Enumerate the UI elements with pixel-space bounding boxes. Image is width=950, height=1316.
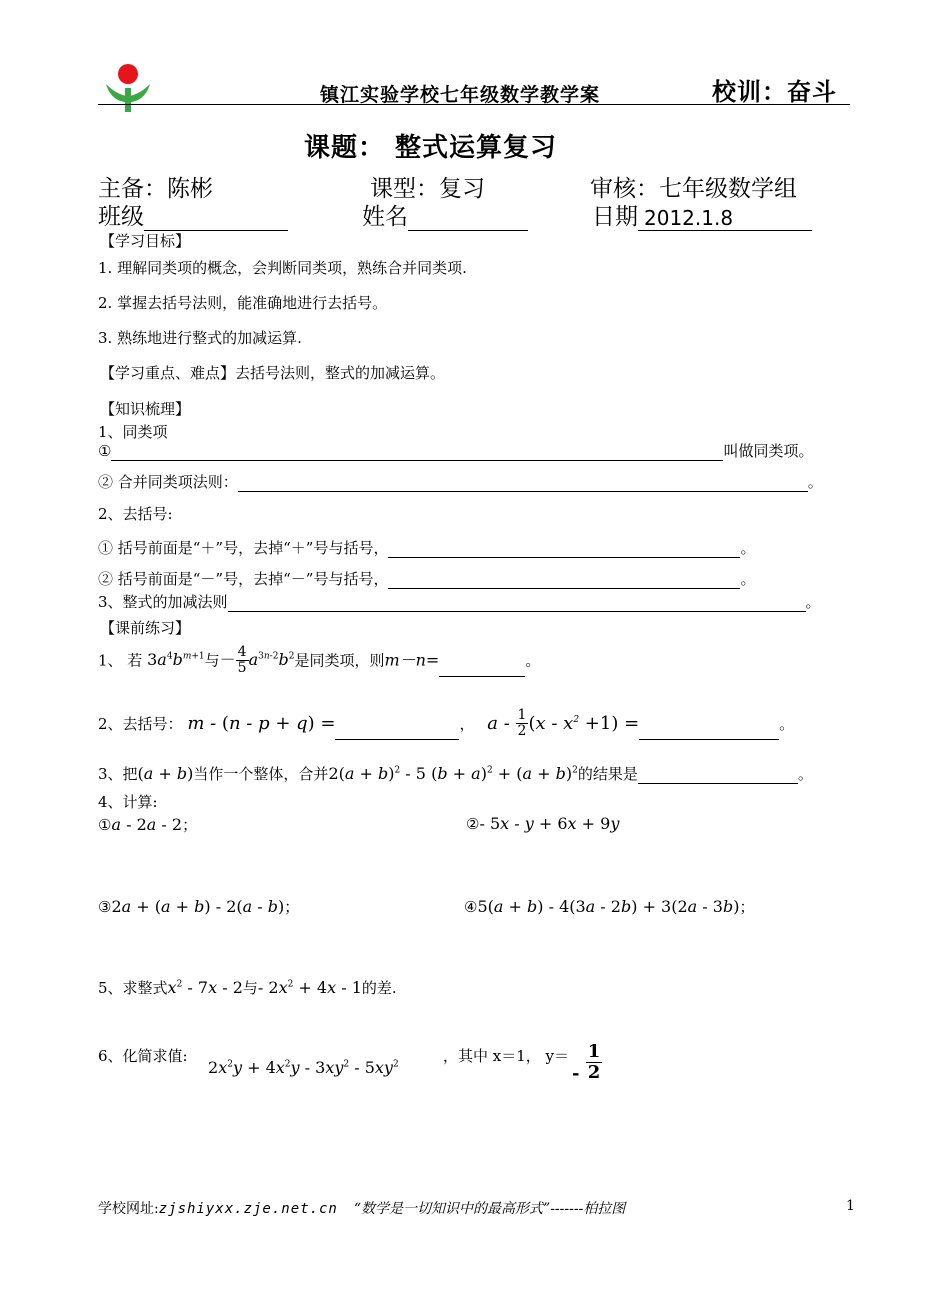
plus-rule-blank[interactable] <box>388 539 740 558</box>
q4-semicolon-3: ； <box>284 898 300 916</box>
school-motto: 校训：奋斗 <box>712 77 837 106</box>
period-1: 。 <box>807 473 823 491</box>
name-blank[interactable] <box>408 206 528 231</box>
q1-mid: 与 <box>204 651 220 670</box>
q2-period: 。 <box>779 714 795 733</box>
goal-item-1: 1. 理解同类项的概念，会判断同类项，熟练合并同类项. <box>98 259 467 277</box>
knowledge-s2-b <box>98 568 755 589</box>
practice-q1 <box>98 645 540 677</box>
class-blank[interactable] <box>144 206 288 231</box>
q4-marker-4: ④ <box>464 898 478 916</box>
q1-term-1: $3a^4b^{m+1}$ <box>147 650 205 670</box>
date-field <box>592 198 812 231</box>
knowledge-heading: 【知识梳理】 <box>100 400 191 418</box>
q2-sep: ， <box>459 714 475 733</box>
combine-rule-label: ② 合并同类项法则： <box>98 473 238 491</box>
knowledge-s1-rule <box>98 471 823 492</box>
q5-expr-2: - $2x^2 + 4x - 1$ <box>257 978 362 997</box>
q6-condition: ，其中 x＝1， y＝ <box>443 1047 570 1065</box>
q2-expr-1: m - (n - p + q) = <box>187 712 336 734</box>
knowledge-s2: 2、去括号: <box>98 505 173 523</box>
page-title: 课题： 整式运算复习 <box>304 133 558 163</box>
q4-marker-1: ① <box>98 816 112 834</box>
q6-polynomial: $2x^2y + 4x^2y - 3xy^2 - 5xy^2$ <box>208 1058 399 1077</box>
header-divider <box>98 104 850 105</box>
q3-label: 3、把 <box>98 765 138 783</box>
q2-expr-2: a - $\frac{1}{2}$ $(x - x^2 +1)$ = <box>487 707 640 740</box>
q3-expr: $2(a + b)^2 - 5$ $(b + a)^2 + (a + b)^2$ <box>328 764 578 783</box>
q1-period: 。 <box>525 651 541 670</box>
class-label: 班级 <box>98 204 144 230</box>
q6-expr <box>208 1058 399 1077</box>
q5-mid: 与 <box>242 979 258 997</box>
q4-item-2 <box>466 814 619 833</box>
q4-expr-1: a - 2a - 2 <box>111 815 183 834</box>
add-sub-rule-label: 3、整式的加减法则 <box>98 593 228 611</box>
knowledge-s2-a <box>98 537 755 558</box>
footer-url[interactable]: zjshiyxx.zje.net.cn <box>158 1201 338 1217</box>
q1-end: 是同类项，则 <box>294 651 385 670</box>
knowledge-s1-item <box>98 440 813 461</box>
focus-text: 去括号法则，整式的加减运算。 <box>235 364 446 382</box>
name-field <box>362 198 528 231</box>
page-number: 1 <box>846 1198 855 1214</box>
q4-item-3 <box>98 896 299 917</box>
knowledge-s3 <box>98 591 821 612</box>
period-2: 。 <box>740 539 756 557</box>
practice-q4: 4、计算: <box>98 793 158 811</box>
period-4: 。 <box>805 593 821 611</box>
q4-expr-2: - 5x - y + 6x + 9y <box>479 814 620 833</box>
q3-answer-blank[interactable] <box>638 765 798 784</box>
lesson-type: 课型：复习 <box>370 176 485 202</box>
minus-rule-blank[interactable] <box>388 570 740 589</box>
circle-1-marker: ① <box>98 442 112 460</box>
name-label: 姓名 <box>362 204 408 230</box>
q4-semicolon-4: ； <box>739 898 755 916</box>
school-title: 镇江实验学校七年级数学教学案 <box>320 84 601 106</box>
footer <box>98 1198 625 1218</box>
practice-q5 <box>98 977 397 998</box>
combine-rule-blank[interactable] <box>238 473 808 492</box>
minus-rule-label: ② 括号前面是“－”号，去掉“－”号与括号， <box>98 570 389 588</box>
period-3: 。 <box>740 570 756 588</box>
q4-semicolon-1: ； <box>182 816 198 834</box>
q3-mid: 当作一个整体，合并 <box>193 765 329 783</box>
q1-expr: m－n= <box>384 650 440 670</box>
goal-item-3: 3. 熟练地进行整式的加减运算. <box>98 329 302 347</box>
q4-item-1 <box>98 814 197 835</box>
q1-term-2: － $\frac{4}{5}$ $a^{3n-2}b^2$ <box>219 644 295 677</box>
school-logo <box>100 62 156 114</box>
q3-period: 。 <box>797 765 813 783</box>
knowledge-s1: 1、同类项 <box>98 423 168 441</box>
q4-expr-4: 5(a + b) - 4(3a - 2b) + 3(2a - 3b) <box>477 897 740 916</box>
goal-item-2: 2. 掌握去括号法则，能准确地进行去括号。 <box>98 294 388 312</box>
focus-heading: 【学习重点、难点】 <box>100 364 236 382</box>
q5-expr-1: $x^2 - 7x - 2$ <box>167 978 243 997</box>
class-field <box>98 198 288 231</box>
date-value: 2012.1.8 <box>638 206 812 231</box>
q1-label: 1、 若 <box>98 651 143 670</box>
q6-y-value: - $\frac{1}{2}$ <box>572 1041 601 1085</box>
q2-label: 2、去括号： <box>98 714 183 733</box>
preparer: 主备：陈彬 <box>98 176 213 202</box>
q3-end: 的结果是 <box>577 765 638 783</box>
practice-q2 <box>98 708 794 740</box>
like-terms-blank[interactable] <box>111 442 723 461</box>
date-label: 日期 <box>592 204 638 230</box>
q2-answer-blank-1[interactable] <box>335 721 459 740</box>
q4-marker-3: ③ <box>98 898 112 916</box>
reviewer: 审核：七年级数学组 <box>590 176 797 202</box>
plus-rule-label: ① 括号前面是“＋”号，去掉“＋”号与括号， <box>98 539 389 557</box>
q5-end: 的差. <box>361 979 397 997</box>
practice-heading: 【课前练习】 <box>100 619 191 637</box>
q2-answer-blank-2[interactable] <box>639 721 779 740</box>
q5-label: 5、求整式 <box>98 979 168 997</box>
add-sub-rule-blank[interactable] <box>228 593 806 612</box>
goals-heading: 【学习目标】 <box>100 232 191 250</box>
q1-answer-blank[interactable] <box>439 658 525 677</box>
focus-line <box>100 362 445 383</box>
q3-whole: (a + b) <box>137 764 194 783</box>
practice-q3 <box>98 763 813 784</box>
q6-label: 6、化简求值: <box>98 1047 188 1065</box>
footer-quote: “数学是一切知识中的最高形式”-------柏拉图 <box>353 1201 626 1217</box>
q4-expr-3: 2a + (a + b) - 2(a - b) <box>111 897 285 916</box>
footer-label: 学校网址: <box>98 1201 159 1217</box>
q4-marker-2: ② <box>466 815 480 833</box>
like-terms-suffix: 叫做同类项。 <box>723 442 814 460</box>
q4-item-4 <box>464 896 754 917</box>
